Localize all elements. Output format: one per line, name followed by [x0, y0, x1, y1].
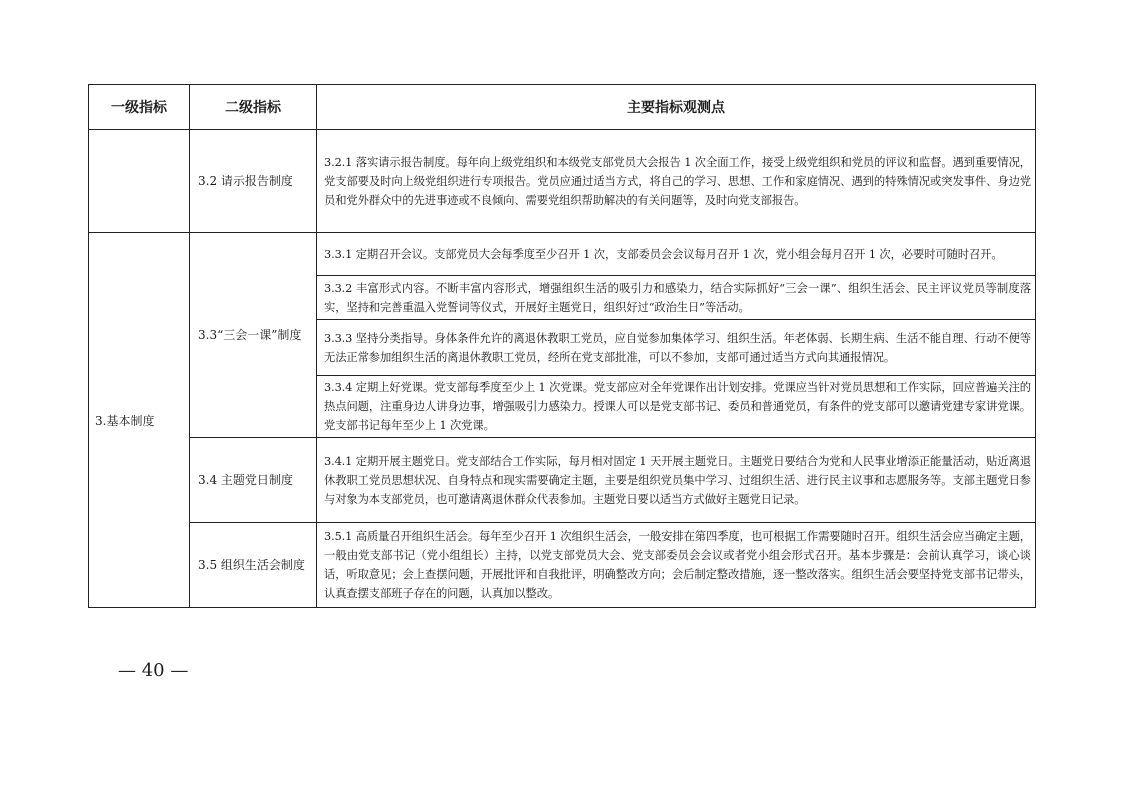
level1-cell: 3.基本制度: [89, 233, 190, 608]
observation-cell: 3.5.1 高质量召开组织生活会。每年至少召开 1 次组织生活会，一般安排在第四季度，也可根据工作需要随时召开。组织生活会应当确定主题，一般由党支部书记（党小组组长）主持，以党支部党员大会、党支部委员会会议或者党小组会形式召开。基本步骤是：会前认真学习，谈心谈话，听取意见；会上查摆问题，开展批评和自我批评，明确整改方向；会后制定整改措施，逐一整改落实。组织生活会要坚持党支部书记带头，认真查摆支部班子存在的问题，认真加以整改。: [317, 523, 1036, 608]
level2-cell: 3.3“三会一课”制度: [190, 233, 317, 438]
header-level1: 一级指标: [89, 85, 190, 130]
table-row: [89, 130, 1036, 233]
level2-cell: 3.5 组织生活会制度: [190, 523, 317, 608]
observation-cell: 3.3.3 坚持分类指导。身体条件允许的离退休教职工党员，应自觉参加集体学习、组织生活。年老体弱、长期生病、生活不能自理、行动不便等无法正常参加组织生活的离退休教职工党员，经所在党支部批准，可以不参加，支部可通过适当方式向其通报情况。: [317, 320, 1036, 376]
observation-cell: 3.2.1 落实请示报告制度。每年向上级党组织和本级党支部党员大会报告 1 次全面工作，接受上级党组织和党员的评议和监督。遇到重要情况，党支部要及时向上级党组织进行专项报告。党员应通过适当方式，将自己的学习、思想、工作和家庭情况、遇到的特殊情况或突发事件、身边党员和党外群众中的先进事迹或不良倾向、需要党组织帮助解决的有关问题等，及时向党支部报告。: [317, 130, 1036, 233]
level1-cell-empty: [89, 130, 190, 233]
table-row: [89, 438, 1036, 523]
observation-cell: 3.3.1 定期召开会议。支部党员大会每季度至少召开 1 次，支部委员会会议每月召开 1 次，党小组会每月召开 1 次，必要时可随时召开。: [317, 233, 1036, 276]
observation-cell: 3.4.1 定期开展主题党日。党支部结合工作实际，每月相对固定 1 天开展主题党日。主题党日要结合为党和人民事业增添正能量活动，贴近离退休教职工党员思想状况、自身特点和现实需要确定主题，主要是组织党员集中学习、过组织生活、进行民主议事和志愿服务等。支部主题党日参与对象为本支部党员，也可邀请离退休群众代表参加。主题党日要以适当方式做好主题党日记录。: [317, 438, 1036, 523]
page-number: — 40 —: [118, 660, 189, 681]
observation-cell: 3.3.4 定期上好党课。党支部每季度至少上 1 次党课。党支部应对全年党课作出计划安排。党课应当针对党员思想和工作实际，回应普遍关注的热点问题，注重身边人讲身边事，增强吸引力感染力。授课人可以是党支部书记、委员和普通党员，有条件的党支部可以邀请党建专家讲党课。党支部书记每年至少上 1 次党课。: [317, 376, 1036, 438]
header-observation-points: 主要指标观测点: [317, 85, 1036, 130]
header-level2: 二级指标: [190, 85, 317, 130]
observation-cell: 3.3.2 丰富形式内容。不断丰富内容形式，增强组织生活的吸引力和感染力，结合实际抓好“三会一课”、组织生活会、民主评议党员等制度落实，坚持和完善重温入党誓词等仪式，开展好主题党日，组织好过“政治生日”等活动。: [317, 276, 1036, 320]
table-row: [89, 523, 1036, 608]
header-row: [89, 85, 1036, 130]
level2-cell: 3.4 主题党日制度: [190, 438, 317, 523]
level2-cell: 3.2 请示报告制度: [190, 130, 317, 233]
table-row: [89, 233, 1036, 276]
indicator-table: [88, 84, 1036, 608]
